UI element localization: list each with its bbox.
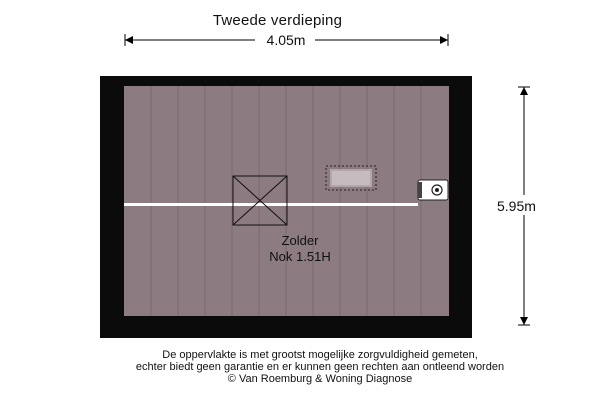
disclaimer-line-1: De oppervlakte is met grootst mogelijke zorgvuldigheid gemeten, <box>162 349 478 361</box>
ridge-line <box>124 203 418 206</box>
room-label <box>240 233 360 265</box>
disclaimer <box>0 349 600 385</box>
width-dimension-label: 4.05m <box>266 32 306 48</box>
room-name: Zolder <box>281 233 319 248</box>
width-dimension-line <box>125 34 448 46</box>
height-dimension-label: 5.95m <box>497 198 536 214</box>
copyright-line: © Van Roemburg & Woning Diagnose <box>227 373 413 385</box>
disclaimer-line-2: echter biedt geen garantie en er kunnen geen rechten aan ontleend worden <box>135 361 505 373</box>
height-dimension-line <box>518 87 530 325</box>
boiler-icon <box>418 180 448 200</box>
room-ridge-height: Nok 1.51H <box>269 249 331 264</box>
skylight <box>326 166 376 190</box>
floor-title: Tweede verdieping <box>212 12 343 29</box>
